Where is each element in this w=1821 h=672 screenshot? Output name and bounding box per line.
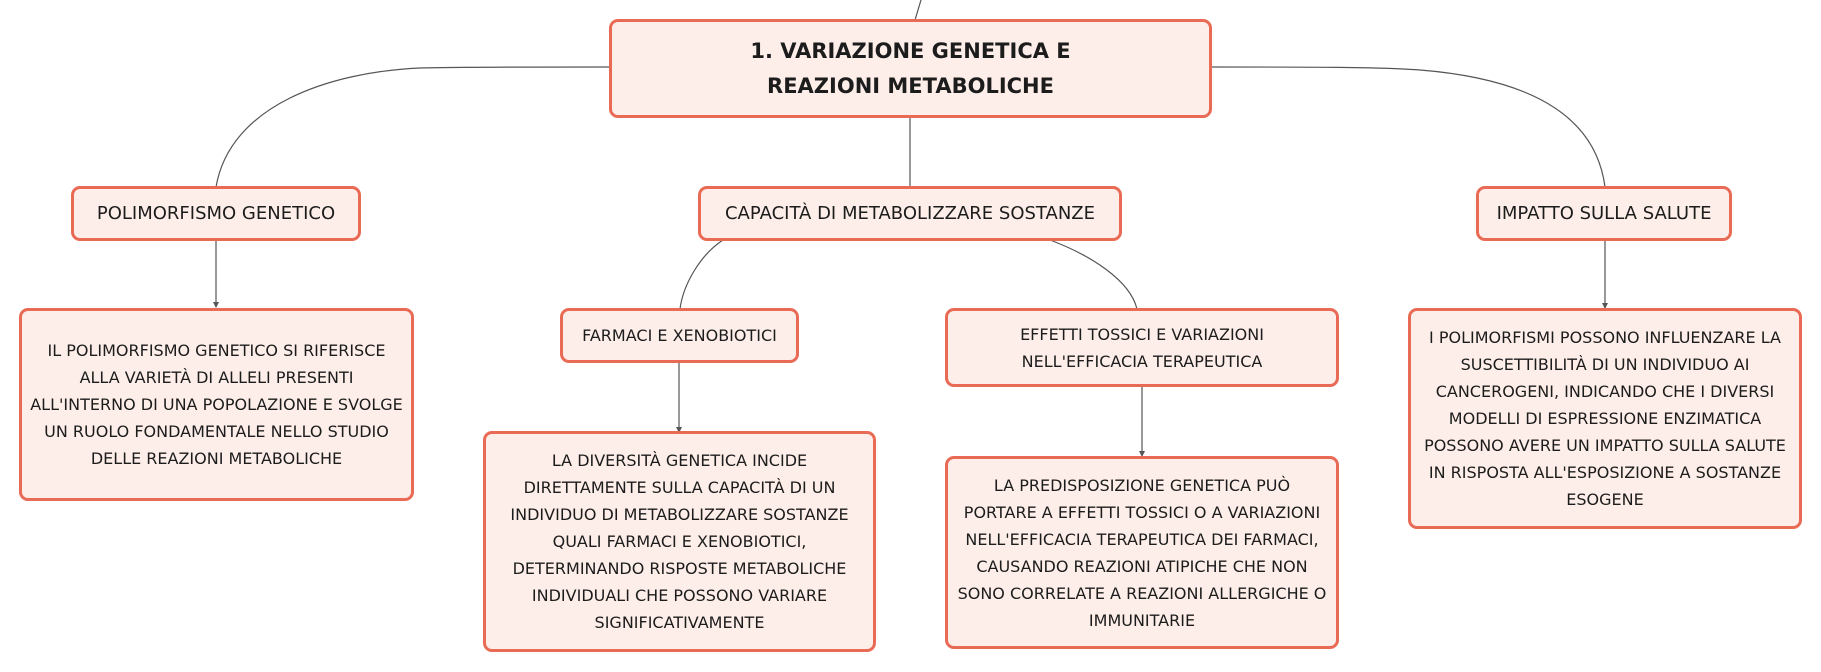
connector-incoming-root: [915, 0, 921, 20]
desc-node-polimorfismo[interactable]: [19, 308, 414, 501]
desc-node-polimorfismo-text: IL POLIMORFISMO GENETICO SI RIFERISCE ALLA VARIETÀ DI ALLELI PRESENTI ALL'INTERNO DI UNA POPOLAZIONE E SVOLGE UN RUOLO FONDAMENTALE NELLO STUDIO DELLE REAZIONI METABOLICHE: [30, 341, 403, 468]
desc-node-impatto-text: I POLIMORFISMI POSSONO INFLUENZARE LA SUSCETTIBILITÀ DI UN INDIVIDUO AI CANCEROGENI, INDICANDO CHE I DIVERSI MODELLI DI ESPRESSIONE ENZIMATICA POSSONO AVERE UN IMPATTO SULLA SALUTE IN RISPOSTA ALL'ESPOSIZIONE A SOSTANZE ESOGENE: [1424, 328, 1786, 509]
root-node[interactable]: [609, 19, 1212, 118]
connector-capacita-to-farmaci: [680, 240, 723, 309]
desc-node-effetti-text: LA PREDISPOSIZIONE GENETICA PUÒ PORTARE A EFFETTI TOSSICI O A VARIAZIONI NELL'EFFICACIA TERAPEUTICA DEI FARMACI, CAUSANDO REAZIONI ATIPICHE CHE NON SONO CORRELATE A REAZIONI ALLERGICHE O IMMUNITARIE: [957, 475, 1327, 630]
desc-node-impatto[interactable]: [1408, 308, 1802, 529]
root-node-label: 1. VARIAZIONE GENETICA E REAZIONI METABOLICHE: [750, 38, 1071, 98]
branch-node-polimorfismo-label: POLIMORFISMO GENETICO: [96, 202, 336, 224]
child-node-farmaci-label: FARMACI E XENOBIOTICI: [582, 326, 777, 345]
branch-node-impatto-label: IMPATTO SULLA SALUTE: [1496, 202, 1712, 224]
desc-node-farmaci-text: LA DIVERSITÀ GENETICA INCIDE DIRETTAMENTE SULLA CAPACITÀ DI UN INDIVIDUO DI METABOLIZZARE SOSTANZE QUALI FARMACI E XENOBIOTICI, DETERMINANDO RISPOSTE METABOLICHE INDIVIDUALI CHE POSSONO VARIARE SIGNIFICATIVAMENTE: [510, 451, 849, 632]
child-node-farmaci[interactable]: [560, 308, 799, 363]
connector-capacita-to-effetti: [1050, 240, 1137, 309]
connector-root-to-impatto: [1211, 67, 1605, 187]
child-node-effetti[interactable]: [945, 308, 1339, 387]
desc-node-effetti[interactable]: [945, 456, 1339, 649]
child-node-effetti-label: EFFETTI TOSSICI E VARIAZIONI NELL'EFFICACIA TERAPEUTICA: [1020, 324, 1264, 371]
branch-node-capacita[interactable]: [698, 186, 1122, 241]
connector-root-to-polimorfismo: [216, 67, 609, 187]
branch-node-impatto[interactable]: [1476, 186, 1732, 241]
desc-node-farmaci[interactable]: [483, 431, 876, 652]
branch-node-polimorfismo[interactable]: [71, 186, 361, 241]
branch-node-capacita-label: CAPACITÀ DI METABOLIZZARE SOSTANZE: [724, 202, 1095, 224]
